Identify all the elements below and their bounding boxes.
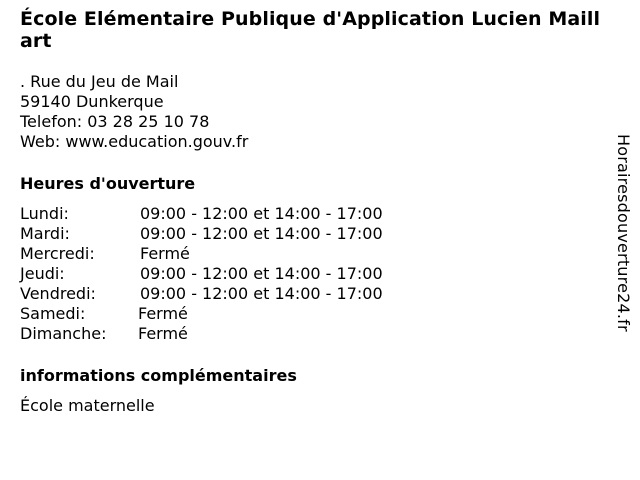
day-label: Mercredi: [20, 244, 95, 263]
day-label: Lundi: [20, 204, 69, 223]
street-address: . Rue du Jeu de Mail [20, 72, 179, 91]
hours-row-sunday [20, 324, 610, 344]
hours-row-tuesday [20, 224, 610, 244]
city-postcode: 59140 Dunkerque [20, 92, 164, 111]
hours-row-wednesday [20, 244, 610, 264]
day-label: Dimanche: [20, 324, 107, 343]
hours-value: Fermé [138, 324, 188, 343]
hours-value: 09:00 - 12:00 et 14:00 - 17:00 [140, 224, 383, 243]
day-label: Mardi: [20, 224, 70, 243]
opening-hours-heading: Heures d'ouverture [20, 174, 196, 193]
website: Web: www.education.gouv.fr [20, 132, 249, 151]
hours-row-thursday [20, 264, 610, 284]
opening-hours-table [20, 204, 610, 344]
hours-row-saturday [20, 304, 610, 324]
hours-value: 09:00 - 12:00 et 14:00 - 17:00 [140, 204, 383, 223]
hours-value: Fermé [138, 304, 188, 323]
address-block [20, 72, 610, 152]
site-brand-watermark: Horairesdouverture24.fr [614, 134, 633, 332]
additional-info-heading: informations complémentaires [20, 366, 297, 385]
school-title: École Elémentaire Publique d'Application Lucien Maillart [20, 8, 601, 52]
phone-number: Telefon: 03 28 25 10 78 [20, 112, 210, 131]
day-label: Samedi: [20, 304, 86, 323]
day-label: Jeudi: [20, 264, 65, 283]
day-label: Vendredi: [20, 284, 96, 303]
hours-value: 09:00 - 12:00 et 14:00 - 17:00 [140, 264, 383, 283]
additional-info-text: École maternelle [20, 396, 155, 415]
hours-value: Fermé [140, 244, 190, 263]
school-info-card [20, 8, 610, 416]
hours-value: 09:00 - 12:00 et 14:00 - 17:00 [140, 284, 383, 303]
hours-row-friday [20, 284, 610, 304]
hours-row-monday [20, 204, 610, 224]
